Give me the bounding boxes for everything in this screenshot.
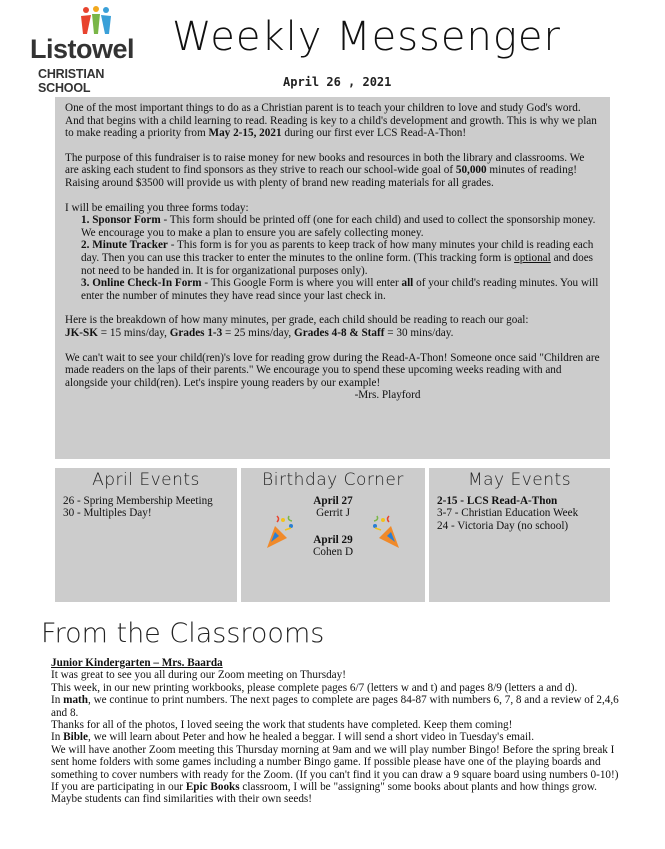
logo-name: Listowel xyxy=(30,34,135,64)
forms-intro: I will be emailing you three forms today: xyxy=(65,201,249,214)
classroom-line: We will have another Zoom meeting this Thursday morning at 9am and we will play number Bingo! Before the spring break I sent home folders with some games including a number Bingo game. If possible please have one of the playing boards and something to cover numbers with ready for the Zoom. (If you can't find it you can draw a 9 square board using numbers 0-10!) xyxy=(51,743,619,781)
list-item: 26 - Spring Membership Meeting xyxy=(63,494,213,507)
classroom-teacher: Junior Kindergarten – Mrs. Baarda xyxy=(51,657,223,669)
list-item: 2-15 - LCS Read-A-Thon xyxy=(437,494,558,507)
april-events-title: April Events xyxy=(92,470,200,490)
list-item: 3-7 - Christian Education Week xyxy=(437,507,579,520)
classroom-line: Thanks for all of the photos, I loved seeing the work that students have completed. Keep them coming! xyxy=(51,719,513,732)
classroom-line: If you are participating in our Epic Books classroom, I will be "assigning" some books about plants and how things grow. Maybe students can find similarities with their own seeds! xyxy=(51,781,597,806)
forms-list xyxy=(65,202,600,303)
classroom-line: In math, we continue to print numbers. The next pages to complete are pages 84-87 with numbers 6, 7, 8 and a review of 2,4,6 and 8. xyxy=(51,694,619,719)
purpose-paragraph: The purpose of this fundraiser is to raise money for new books and resources in both the library and classrooms. We are asking each student to find sponsors as they strive to reach our school-wide goal of 50,000 minutes of reading! Raising around $3500 will provide us with plenty of brand new reading materials for all grades. xyxy=(65,151,585,189)
may-events-title: May Events xyxy=(467,470,572,490)
issue-date: April 26 , 2021 xyxy=(283,75,392,89)
list-item: 30 - Multiples Day! xyxy=(63,507,152,520)
read-a-thon-announcement xyxy=(55,97,610,459)
classrooms-section-title: From the Classrooms xyxy=(41,618,325,649)
logo-subtitle: CHRISTIAN SCHOOL xyxy=(38,67,105,95)
signature: -Mrs. Playford xyxy=(354,389,421,402)
classroom-line: In Bible, we will learn about Peter and how he healed a beggar. I will send a short video in Tuesday's email. xyxy=(51,731,534,744)
party-popper-icon xyxy=(369,512,403,552)
birthday-entry: April 29 Cohen D xyxy=(312,533,354,559)
page-title: Weekly Messenger xyxy=(172,14,561,60)
birthday-corner-title: Birthday Corner xyxy=(262,470,404,490)
list-item: 1. Sponsor Form - This form should be printed off (one for each child) and used to collect the sponsorship money. We encourage you to make a plan to ensure you are safely collecting money. xyxy=(81,214,596,239)
april-events-box xyxy=(55,468,237,602)
classroom-update xyxy=(51,657,621,806)
breakdown-paragraph: Here is the breakdown of how many minutes, per grade, each child should be reading to reach our goal: JK-SK = 15 mins/day, Grades 1-3 = 25 mins/day, Grades 4-8 & Staff = 30 mins/day. xyxy=(65,314,529,339)
list-item: 3. Online Check-In Form - This Google Form is where you will enter all of your child's reading minutes. You will enter the number of minutes they have read since your last check in. xyxy=(81,277,599,302)
classroom-line: It was great to see you all during our Zoom meeting on Thursday! xyxy=(51,669,346,682)
may-events-box xyxy=(429,468,610,602)
newsletter-header xyxy=(0,0,665,96)
list-item: 24 - Victoria Day (no school) xyxy=(437,519,569,532)
birthday-entry: April 27 Gerrit J xyxy=(313,494,353,520)
classroom-line: This week, in our new printing workbooks, please complete pages 6/7 (letters w and t) and pages 8/9 (letters a and d). xyxy=(51,681,578,694)
closing-paragraph: We can't wait to see your child(ren)'s love for reading grow during the Read-A-Thon! Someone once said "Children are made readers on the laps of their parents." We encourage you to spend these upcoming weeks reading with and alongside your child(ren). Let's inspire young readers by our example! -Mrs. Playford xyxy=(65,351,600,402)
people-logo-icon xyxy=(78,6,114,36)
birthday-corner-box xyxy=(241,468,425,602)
party-popper-icon xyxy=(263,512,297,552)
school-logo xyxy=(30,4,150,95)
intro-paragraph: One of the most important things to do as a Christian parent is to teach your children to love and study God's word. And that begins with a child learning to read. Reading is key to a child's development and growth. This is why we plan to make reading a priority from May 2-15, 2021 during our first ever LCS Read-A-Thon! xyxy=(65,102,597,140)
events-row xyxy=(55,468,610,602)
list-item: 2. Minute Tracker - This form is for you as parents to keep track of how many minutes your child is reading each day. Then you can use this tracker to enter the minutes to the online form. (This tracking form is optional and does not need to be handed in. It is for organizational purposes only). xyxy=(81,239,594,277)
